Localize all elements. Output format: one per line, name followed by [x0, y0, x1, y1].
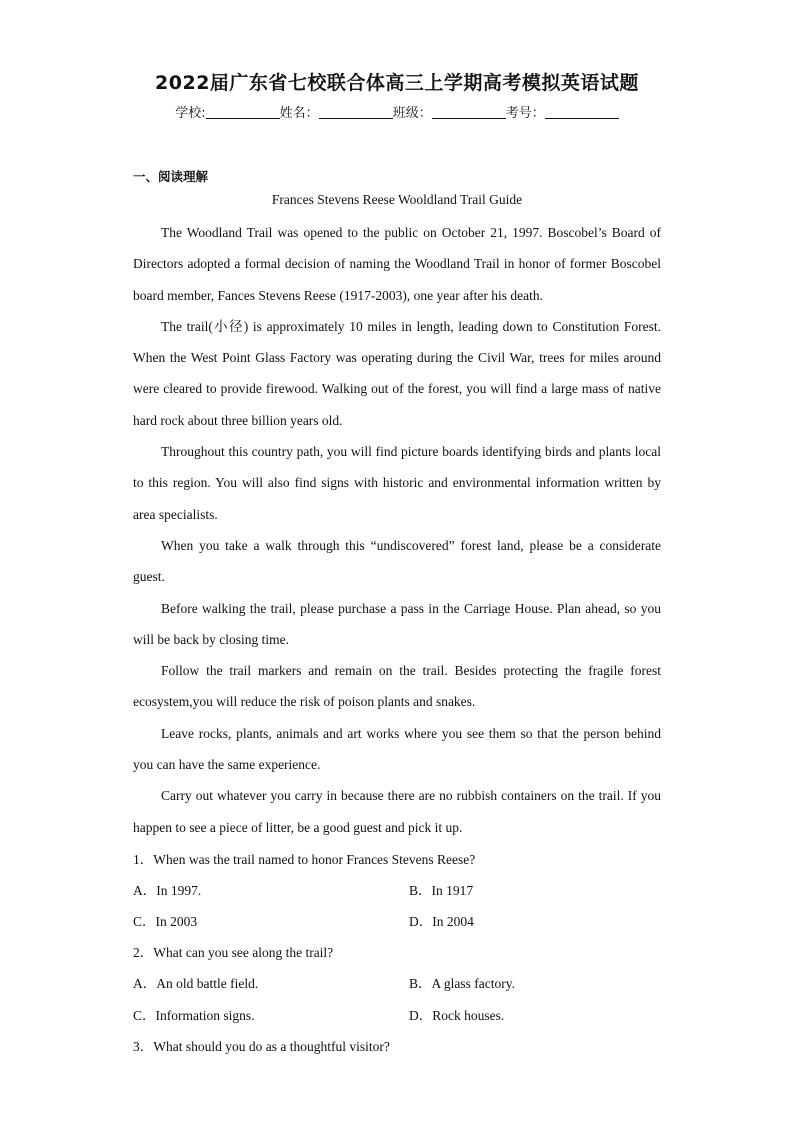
passage-paragraph: Leave rocks, plants, animals and art works where you see them so that the person behind you can have the same experience.	[133, 725, 661, 773]
passage-paragraph: When you take a walk through this “undiscovered” forest land, please be a considerate guest.	[133, 537, 661, 585]
question-1-option-b[interactable]: B．In 1917	[409, 883, 474, 898]
school-label: 学校:	[175, 106, 206, 121]
question-3-stem: 3．What should you do as a thoughtful visitor?	[133, 1039, 390, 1054]
question-2-option-a[interactable]: A．An old battle field.	[133, 976, 259, 991]
passage-paragraph: The trail(小径) is approximately 10 miles in length, leading down to Constitution Forest. When the West Point Glass Factory was operating during the Civil War, trees for miles around were cleared to provide firewood. Walking out of the forest, you will find a large mass of native hard rock about three billion years old.	[133, 318, 661, 428]
number-blank	[545, 106, 619, 119]
question-1-option-a[interactable]: A．In 1997.	[133, 883, 202, 898]
number-label: 考号：	[505, 106, 545, 121]
passage-paragraph: Before walking the trail, please purchase a pass in the Carriage House. Plan ahead, so you will be back by closing time.	[133, 600, 661, 647]
class-blank	[432, 106, 506, 119]
name-label: 姓名：	[279, 106, 319, 121]
class-label: 班级：	[392, 106, 432, 121]
passage-body	[133, 217, 661, 843]
student-info-line	[0, 102, 794, 121]
question-1-option-c[interactable]: C．In 2003	[133, 914, 198, 929]
name-blank	[319, 106, 393, 119]
school-blank	[206, 106, 280, 119]
section-heading: 一、阅读理解	[133, 169, 209, 184]
passage-paragraph: Throughout this country path, you will find picture boards identifying birds and plants local to this region. You will also find signs with historic and environmental information written by area specialists.	[133, 444, 661, 522]
question-2-option-b[interactable]: B．A glass factory.	[409, 976, 515, 991]
question-2-option-c[interactable]: C．Information signs.	[133, 1008, 255, 1023]
passage-title: Frances Stevens Reese Wooldland Trail Guide	[271, 192, 523, 207]
exam-title: 2022届广东省七校联合体高三上学期高考模拟英语试题	[155, 72, 639, 94]
passage-paragraph: Follow the trail markers and remain on the trail. Besides protecting the fragile forest ecosystem,you will reduce the risk of poison plants and snakes.	[133, 663, 661, 710]
passage-paragraph: The Woodland Trail was opened to the public on October 21, 1997. Boscobel’s Board of Directors adopted a formal decision of naming the Woodland Trail in honor of former Boscobel board member, Fances Stevens Reese (1917-2003), one year after his death.	[133, 225, 661, 303]
question-1-stem: 1．When was the trail named to honor Frances Stevens Reese?	[133, 852, 476, 867]
passage-paragraph: Carry out whatever you carry in because there are no rubbish containers on the trail. If you happen to see a piece of litter, be a good guest and pick it up.	[133, 788, 661, 835]
question-2-stem: 2．What can you see along the trail?	[133, 945, 334, 960]
question-1-option-d[interactable]: D．In 2004	[409, 914, 474, 929]
question-2-option-d[interactable]: D．Rock houses.	[409, 1008, 505, 1023]
